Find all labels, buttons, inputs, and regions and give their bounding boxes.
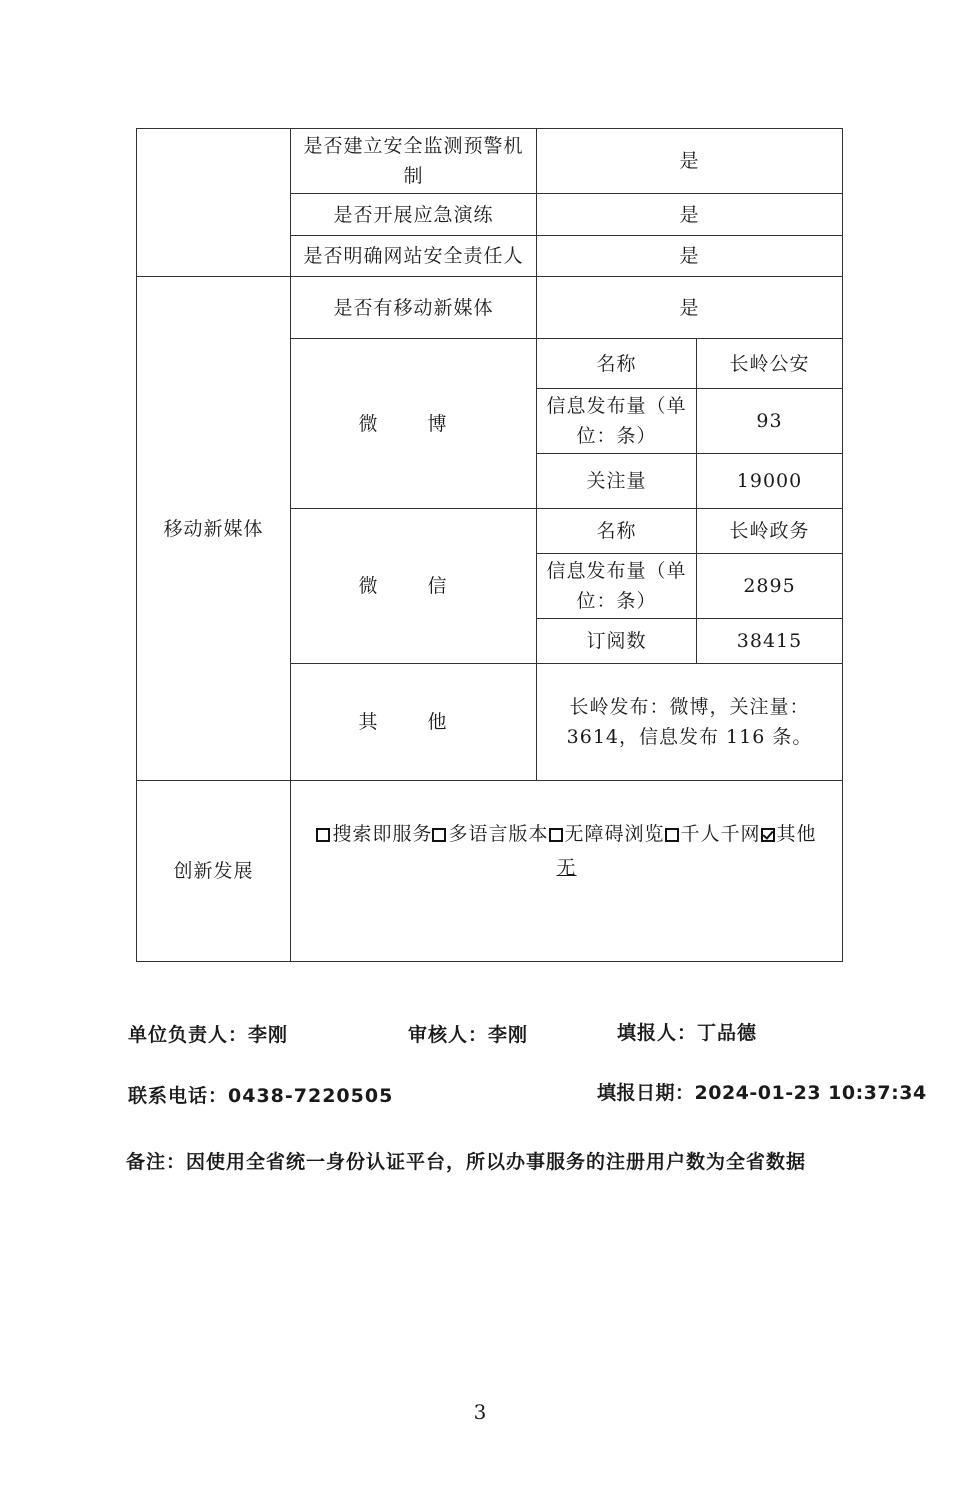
monitoring-value: 是 bbox=[537, 129, 843, 194]
other-media-text: 长岭发布：微博，关注量：3614，信息发布 116 条。 bbox=[537, 664, 843, 781]
drill-label: 是否开展应急演练 bbox=[291, 194, 537, 236]
checkbox-icon[interactable] bbox=[432, 828, 446, 842]
fill-date: 填报日期：2024-01-23 10:37:34 bbox=[597, 1082, 927, 1104]
wechat-posts-label: 信息发布量（单位：条） bbox=[537, 554, 697, 619]
innovation-section-label: 创新发展 bbox=[137, 781, 291, 962]
weibo-name-value: 长岭公安 bbox=[697, 339, 843, 389]
innovation-options bbox=[297, 817, 836, 851]
checkbox-icon[interactable] bbox=[665, 828, 679, 842]
weibo-posts-value: 93 bbox=[697, 389, 843, 454]
remark: 备注：因使用全省统一身份认证平台，所以办事服务的注册用户数为全省数据 bbox=[126, 1151, 807, 1173]
officer-label: 是否明确网站安全责任人 bbox=[291, 236, 537, 277]
option-search-service[interactable] bbox=[316, 823, 432, 845]
wechat-subs-value: 38415 bbox=[697, 619, 843, 664]
checkbox-checked-icon[interactable] bbox=[761, 828, 775, 842]
media-section-label: 移动新媒体 bbox=[137, 277, 291, 781]
weibo-posts-label: 信息发布量（单位：条） bbox=[537, 389, 697, 454]
option-multilingual[interactable] bbox=[432, 823, 548, 845]
option-label: 搜索即服务 bbox=[332, 823, 433, 845]
wechat-name-label: 名称 bbox=[537, 509, 697, 554]
other-media-label: 其 他 bbox=[291, 664, 537, 781]
wechat-subs-label: 订阅数 bbox=[537, 619, 697, 664]
option-personalized[interactable] bbox=[665, 823, 761, 845]
innovation-other-text: 无 bbox=[556, 857, 577, 879]
has-media-value: 是 bbox=[537, 277, 843, 339]
security-section-cell bbox=[137, 129, 291, 277]
page-number: 3 bbox=[473, 1400, 487, 1424]
wechat-posts-value: 2895 bbox=[697, 554, 843, 619]
weibo-followers-label: 关注量 bbox=[537, 454, 697, 509]
filler: 填报人：丁品德 bbox=[617, 1022, 758, 1044]
weibo-followers-value: 19000 bbox=[697, 454, 843, 509]
checkbox-icon[interactable] bbox=[549, 828, 563, 842]
wechat-name-value: 长岭政务 bbox=[697, 509, 843, 554]
officer-value: 是 bbox=[537, 236, 843, 277]
option-accessibility[interactable] bbox=[549, 823, 665, 845]
report-table bbox=[136, 128, 843, 962]
innovation-cell bbox=[291, 781, 843, 962]
contact-phone: 联系电话：0438-7220505 bbox=[128, 1085, 394, 1107]
option-other[interactable] bbox=[761, 823, 817, 845]
has-media-label: 是否有移动新媒体 bbox=[291, 277, 537, 339]
checkbox-icon[interactable] bbox=[316, 828, 330, 842]
option-label: 其他 bbox=[776, 823, 817, 845]
option-label: 多语言版本 bbox=[448, 823, 549, 845]
reviewer: 审核人：李刚 bbox=[408, 1024, 529, 1046]
weibo-name-label: 名称 bbox=[537, 339, 697, 389]
monitoring-label: 是否建立安全监测预警机制 bbox=[291, 129, 537, 194]
option-label: 无障碍浏览 bbox=[564, 823, 665, 845]
weibo-label: 微 博 bbox=[291, 339, 537, 509]
wechat-label: 微 信 bbox=[291, 509, 537, 664]
drill-value: 是 bbox=[537, 194, 843, 236]
unit-head: 单位负责人：李刚 bbox=[128, 1024, 289, 1046]
option-label: 千人千网 bbox=[680, 823, 761, 845]
